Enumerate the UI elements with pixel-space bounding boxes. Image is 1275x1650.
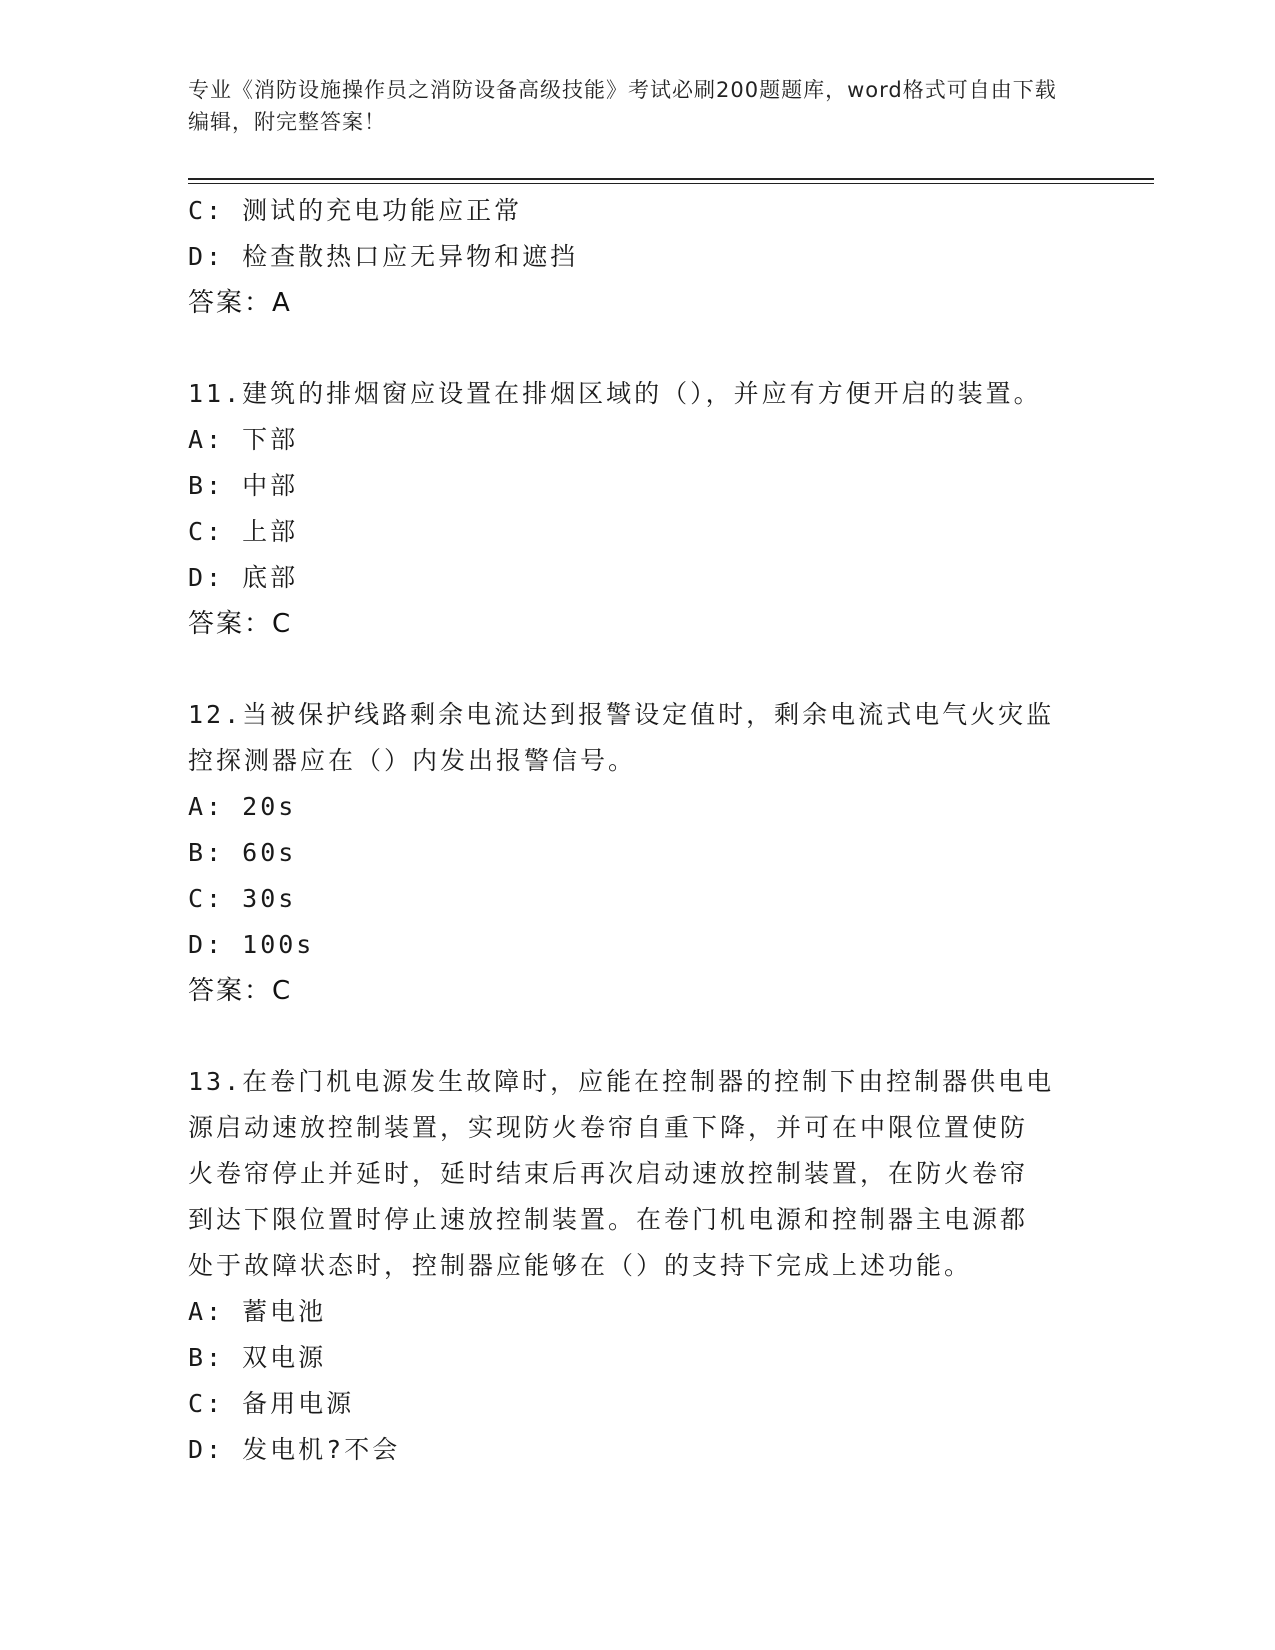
question-text-line: 源启动速放控制装置，实现防火卷帘自重下降，并可在中限位置使防 [188, 1113, 1029, 1142]
option-d: D: 检查散热口应无异物和遮挡 [188, 242, 579, 271]
document-header: 专业《消防设施操作员之消防设备高级技能》考试必刷200题题库，word格式可自由下载编辑，附完整答案！ [188, 78, 1057, 134]
answer-label: 答案：C [188, 609, 293, 639]
option-c: C: 30s [188, 884, 297, 913]
answer-label: 答案：C [188, 976, 293, 1006]
option-d: D: 底部 [188, 563, 299, 592]
question-text-line: 火卷帘停止并延时，延时结束后再次启动速放控制装置，在防火卷帘 [188, 1159, 1029, 1188]
question-text-line: 12.当被保护线路剩余电流达到报警设定值时，剩余电流式电气火灾监 [188, 700, 1055, 729]
option-a: A: 下部 [188, 425, 299, 454]
question-11-block [188, 371, 1088, 647]
question-text: 11.建筑的排烟窗应设置在排烟区域的（），并应有方便开启的装置。 [188, 379, 1042, 408]
question-13-block [188, 1059, 1088, 1473]
question-text-line: 到达下限位置时停止速放控制装置。在卷门机电源和控制器主电源都 [188, 1205, 1029, 1234]
header-divider-thick [188, 178, 1154, 180]
option-d: D: 发电机?不会 [188, 1435, 401, 1464]
question-text-line: 控探测器应在（）内发出报警信号。 [188, 746, 637, 775]
option-a: A: 蓄电池 [188, 1297, 327, 1326]
prev-question-block [188, 188, 1088, 326]
question-content [188, 188, 1088, 1473]
question-text-line: 处于故障状态时，控制器应能够在（）的支持下完成上述功能。 [188, 1251, 973, 1280]
option-c: C: 备用电源 [188, 1389, 355, 1418]
question-text-line: 13.在卷门机电源发生故障时，应能在控制器的控制下由控制器供电电 [188, 1067, 1055, 1096]
header-divider-thin [188, 183, 1154, 184]
option-b: B: 中部 [188, 471, 299, 500]
answer-label: 答案：A [188, 288, 292, 318]
option-c: C: 上部 [188, 517, 299, 546]
option-b: B: 60s [188, 838, 297, 867]
option-a: A: 20s [188, 792, 297, 821]
option-d: D: 100s [188, 930, 315, 959]
option-c: C: 测试的充电功能应正常 [188, 196, 523, 225]
option-b: B: 双电源 [188, 1343, 327, 1372]
question-12-block [188, 692, 1088, 1014]
